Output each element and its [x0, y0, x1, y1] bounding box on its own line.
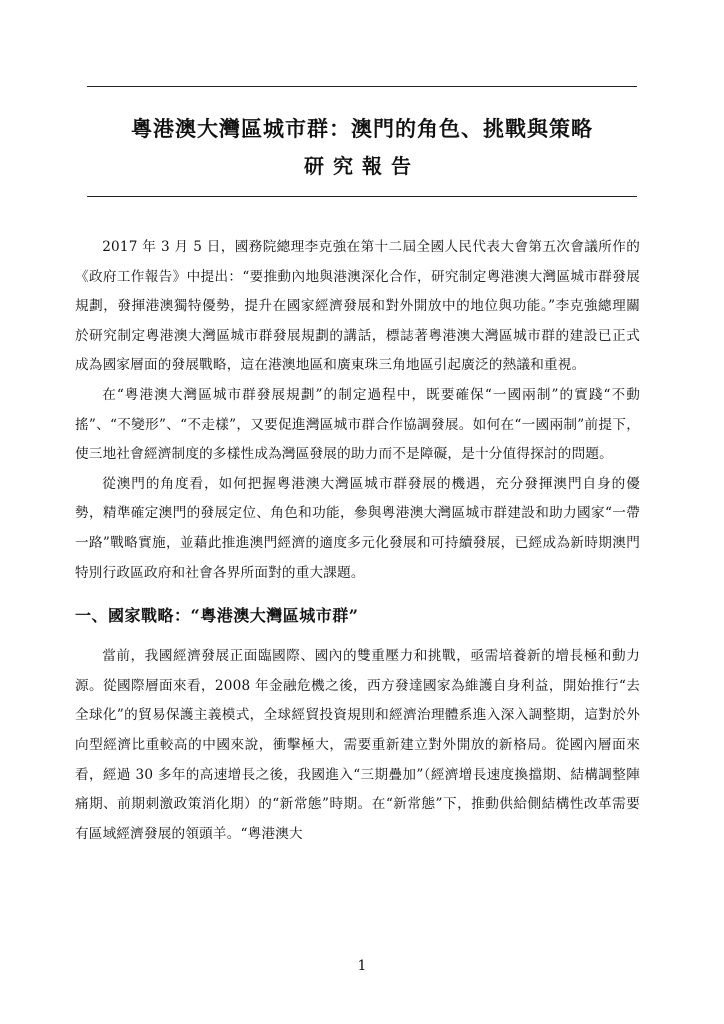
top-rule	[87, 86, 637, 87]
paragraph-section-1: 當前，我國經濟發展正面臨國際、國內的雙重壓力和挑戰，亟需培養新的增長極和動力源。從國際層面來看，2008 年金融危機之後，西方發達國家為維護自身利益，開始推行“去全球化”的貿易保護主義模式，全球經貿投資規則和經濟治理體系進入深入調整期，這對於外向型經濟比重較高的中國來說，衝擊極大，需要重新建立對外開放的新格局。從國內層面來看，經過 30 多年的高速增長之後，我國進入“三期疊加”（經濟增長速度換擋期、結構調整陣痛期、前期刺激政策消化期）的“新常態”時期。在“新常態”下，推動供給側結構性改革需要有區域經濟發展的領頭羊。“粵港澳大	[75, 648, 640, 842]
page-number: 1	[357, 958, 367, 974]
paragraph-intro: 2017 年 3 月 5 日，國務院總理李克強在第十二屆全國人民代表大會第五次會議所作的《政府工作報告》中提出：“要推動內地與港澳深化合作，研究制定粵港澳大灣區城市群發展規劃，發揮港澳獨特優勢，提升在國家經濟發展和對外開放中的地位與功能。”李克強總理關於研究制定粵港澳大灣區城市群發展規劃的講話，標誌著粵港澳大灣區城市群的建設已正式成為國家層面的發展戰略，這在港澳地區和廣東珠三角地區引起廣泛的熱議和重視。	[75, 239, 640, 374]
document-subtitle: 研究報告	[304, 154, 420, 178]
section-heading-national-strategy: 一、國家戰略：“粵港澳大灣區城市群”	[75, 606, 359, 626]
paragraph-one-country-two-systems: 在“粵港澳大灣區城市群發展規劃”的制定過程中，既要確保“一國兩制”的實踐“不動搖”、“不變形”、“不走樣”，又要促進灣區城市群合作協調發展。如何在“一國兩制”前提下，使三地社會經濟制度的多樣性成為灣區發展的助力而不是障礙，是十分值得探討的問題。	[75, 386, 640, 463]
title-bottom-rule	[87, 196, 637, 197]
paragraph-macau-perspective: 從澳門的角度看，如何把握粵港澳大灣區城市群發展的機遇，充分發揮澳門自身的優勢，精準確定澳門的發展定位、角色和功能，參與粵港澳大灣區城市群建設和助力國家“一帶一路”戰略實施，並藉此推進澳門經濟的適度多元化發展和可持續發展，已經成為新時期澳門特別行政區政府和社會各界所面對的重大課題。	[75, 475, 640, 581]
body-text	[75, 233, 640, 849]
document-title: 粵港澳大灣區城市群：澳門的角色、挑戰與策略	[131, 116, 593, 141]
